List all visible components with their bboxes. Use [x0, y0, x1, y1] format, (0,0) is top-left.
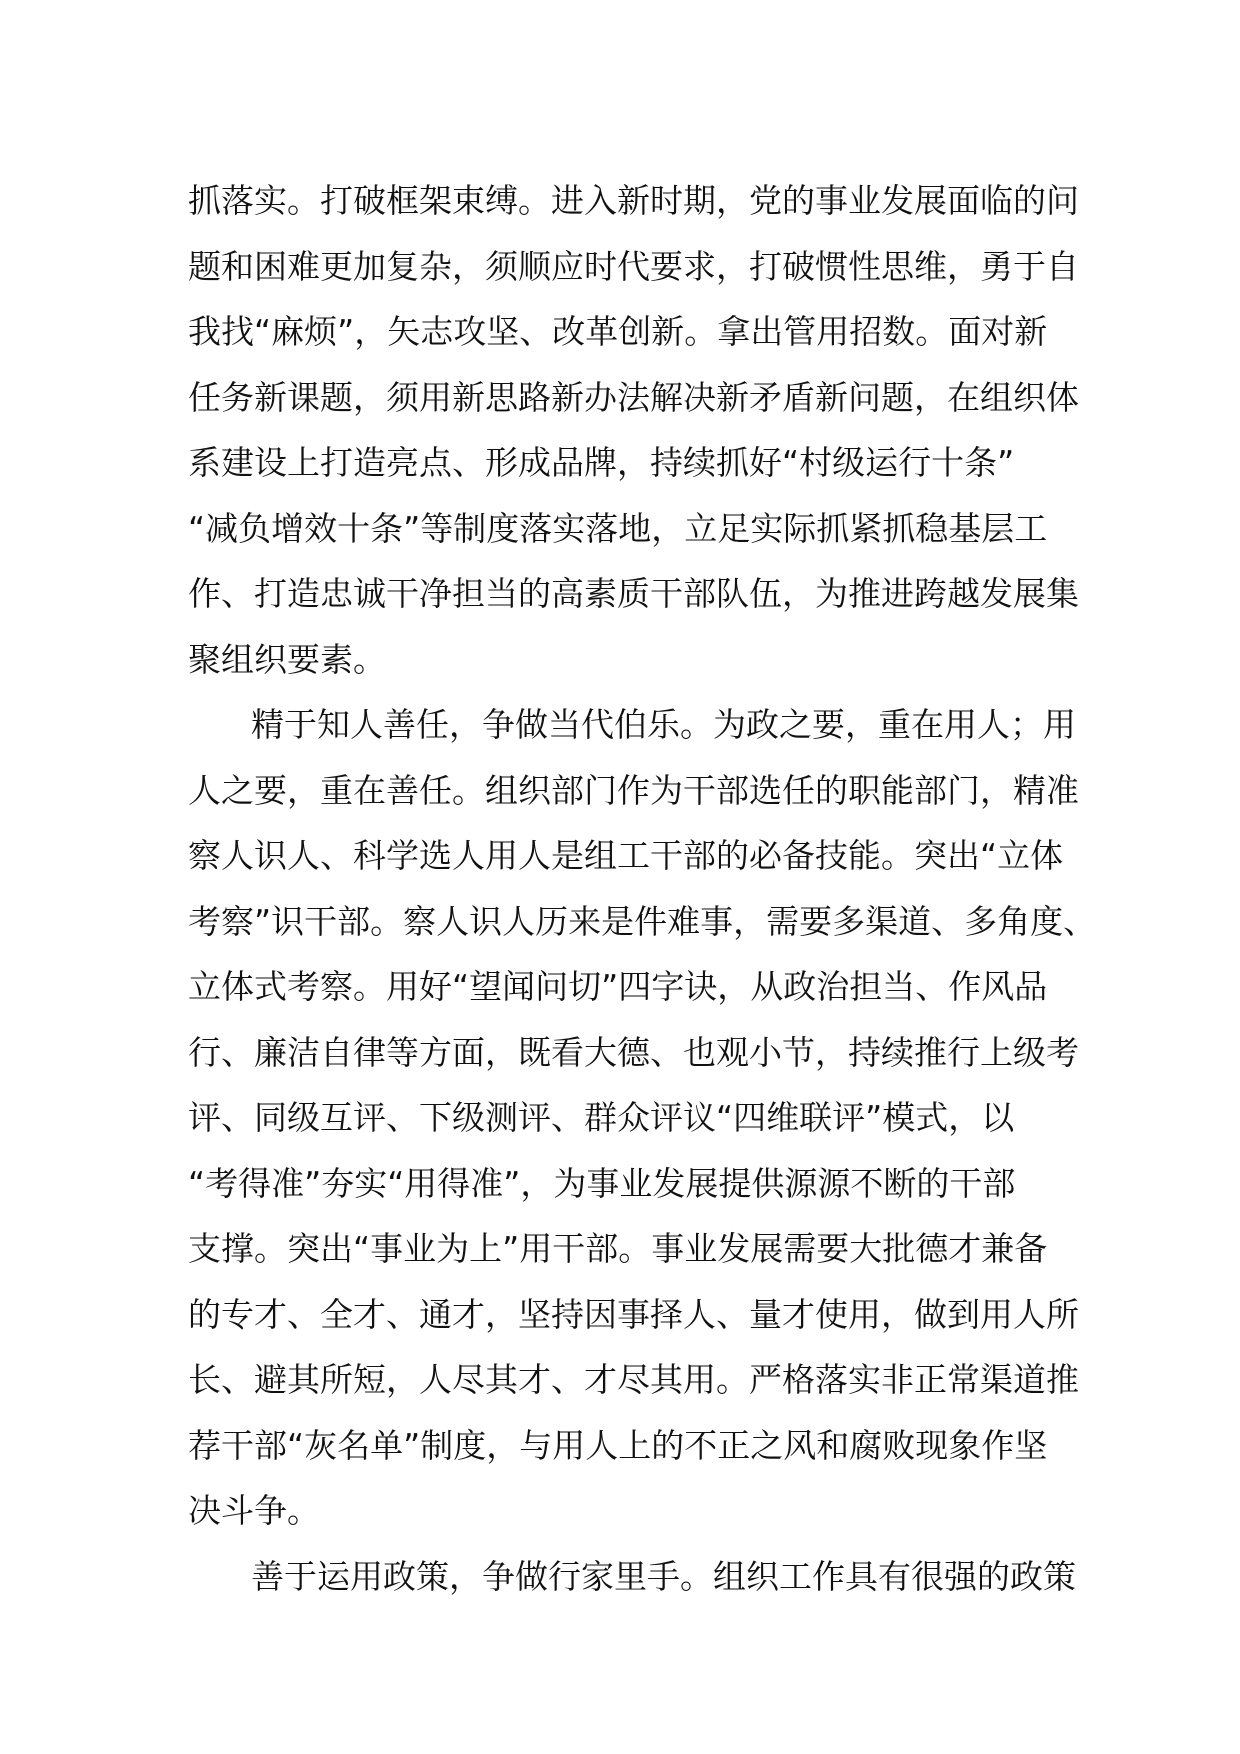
- text-line-20: 荐干部“灰名单”制度，与用人上的不正之风和腐败现象作坚: [188, 1425, 1048, 1465]
- text-line-5: 系建设上打造亮点、形成品牌，持续抓好“村级运行十条”: [188, 443, 1015, 482]
- text-line-16: “考得准”夯实“用得准”，为事业发展提供源源不断的干部: [188, 1163, 1016, 1203]
- paragraph-start-line-9: 精于知人善任，争做当代伯乐。为政之要，重在用人；用: [251, 705, 1076, 744]
- text-line-12: 考察”识干部。察人识人历来是件难事，需要多渠道、多角度、: [188, 901, 1097, 941]
- text-line-1: 抓落实。打破框架束缚。进入新时期，党的事业发展面临的问: [188, 181, 1079, 220]
- document-body: [188, 168, 1097, 1609]
- text-line-10: 人之要，重在善任。组织部门作为干部选任的职能部门，精准: [188, 770, 1079, 810]
- text-line-15: 评、同级互评、下级测评、群众评议“四维联评”模式，以: [188, 1098, 1015, 1137]
- paragraph-start-line-22: 善于运用政策，争做行家里手。组织工作具有很强的政策: [251, 1556, 1076, 1596]
- text-line-11: 察人识人、科学选人用人是组工干部的必备技能。突出“立体: [188, 836, 1064, 875]
- text-line-18: 的专才、全才、通才，坚持因事择人、量才使用，做到用人所: [188, 1294, 1079, 1334]
- text-line-8: 聚组织要素。: [188, 639, 386, 679]
- text-line-17: 支撑。突出“事业为上”用干部。事业发展需要大批德才兼备: [188, 1229, 1048, 1268]
- text-line-19: 长、避其所短，人尽其才、才尽其用。严格落实非正常渠道推: [188, 1360, 1079, 1399]
- text-line-13: 立体式考察。用好“望闻问切”四字诀，从政治担当、作风品: [188, 967, 1048, 1006]
- text-line-6: “减负增效十条”等制度落实落地，立足实际抓紧抓稳基层工: [188, 508, 1048, 548]
- text-line-3: 我找“麻烦”，矢志攻坚、改革创新。拿出管用招数。面对新: [188, 312, 1048, 351]
- text-line-2: 题和困难更加复杂，须顺应时代要求，打破惯性思维，勇于自: [188, 246, 1079, 286]
- text-line-21: 决斗争。: [188, 1491, 320, 1530]
- text-line-7: 作、打造忠诚干净担当的高素质干部队伍，为推进跨越发展集: [188, 574, 1079, 613]
- text-line-4: 任务新课题，须用新思路新办法解决新矛盾新问题，在组织体: [188, 377, 1079, 417]
- text-line-14: 行、廉洁自律等方面，既看大德、也观小节，持续推行上级考: [188, 1032, 1079, 1072]
